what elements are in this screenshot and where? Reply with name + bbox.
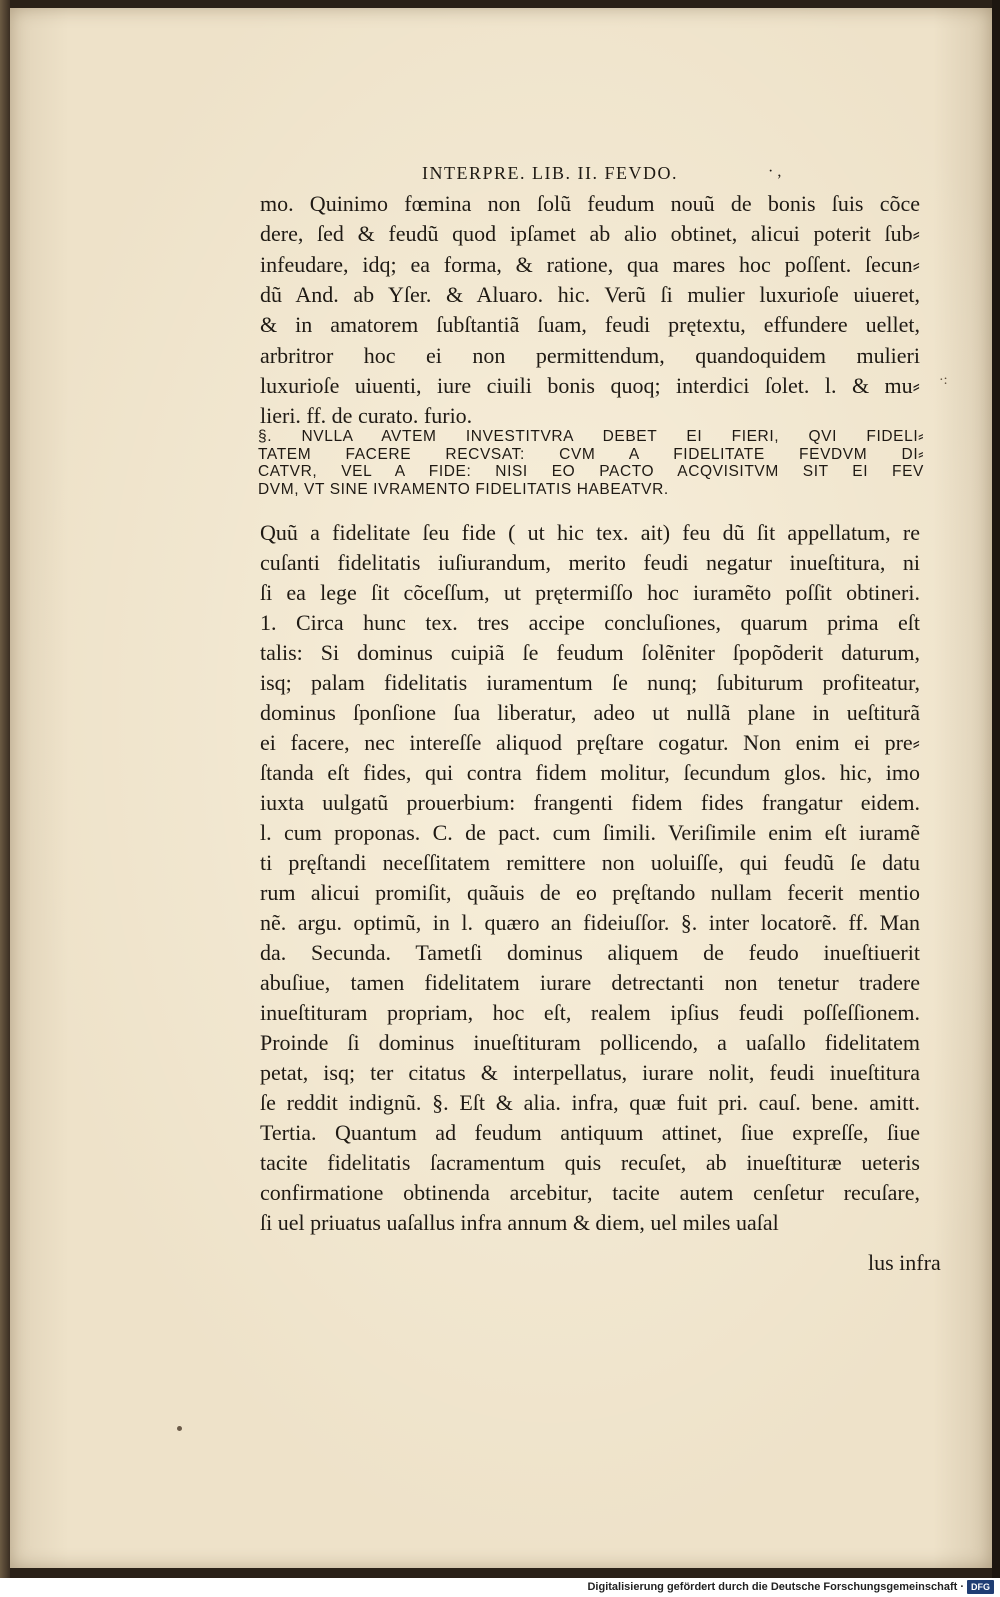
text-line: Proinde ſi dominus inueſtituram pollicendo, a uaſallo fidelitatem: [260, 1030, 920, 1055]
text-line: luxurioſe uiuenti, iure ciuili bonis quoq; interdici ſolet. l. & mu⸗: [260, 372, 920, 398]
text-line: Quũ a fidelitate ſeu fide ( ut hic tex. ait) feu dũ ſit appellatum, re: [260, 520, 920, 545]
text-line: ti pręſtandi neceſſitatem remittere non uoluiſſe, qui feudũ ſe datu: [260, 850, 920, 875]
catchword: lus infra: [868, 1250, 941, 1275]
dfg-logo-text: DFG: [971, 1582, 990, 1592]
funding-credit: Digitalisierung gefördert durch die Deutsche Forschungsgemeinschaft ·: [587, 1581, 964, 1593]
text-line: ſtanda eſt fides, qui contra fidem molitur, ſecundum glos. hic, imo: [260, 760, 920, 785]
text-line: da. Secunda. Tametſi dominus aliquem de feudo inueſtiuerit: [260, 940, 920, 965]
dfg-logo: [967, 1580, 994, 1594]
text-line: abuſiue, tamen fidelitatem iurare detrectanti non tenetur tradere: [260, 970, 920, 995]
running-head: INTERPRE. LIB. II. FEVDO.: [422, 163, 678, 183]
folio-mark: · ,: [768, 163, 782, 180]
text-line: inueſtituram propriam, hoc eſt, realem ipſius feudi poſſeſſionem.: [260, 1000, 920, 1025]
text-line: cuſanti fidelitatis iuſiurandum, merito feudi negatur inueſtitura, ni: [260, 550, 920, 575]
text-line: talis: Si dominus cuipiã ſe feudum ſolẽniter ſpopõderit daturum,: [260, 640, 920, 665]
text-line: tacite fidelitatis ſacramentum quis recuſet, ab inueſtituræ ueteris: [260, 1150, 920, 1175]
text-line: dere, ſed & feudũ quod ipſamet ab alio obtinet, alicui poterit ſub⸗: [260, 221, 920, 247]
right-page-edge: [992, 0, 1000, 1578]
text-line: ſi ea lege ſit cõceſſum, ut prętermiſſo hoc iuramẽto poſſit obtineri.: [260, 580, 920, 605]
rubric-line: CATVR, VEL A FIDE: NISI EO PACTO ACQVISITVM SIT EI FEV: [258, 463, 924, 480]
book-spine-edge: [0, 0, 10, 1578]
paper-speck: [177, 1426, 182, 1431]
rubric-line: §. NVLLA AVTEM INVESTITVRA DEBET EI FIERI, QVI FIDELI⸗: [258, 428, 924, 445]
text-line: mo. Quinimo fœmina non ſolũ feudum nouũ de bonis ſuis cõce: [260, 191, 920, 216]
text-line: petat, isq; ter citatus & interpellatus, iurare nolit, feudi inueſtitura: [260, 1060, 920, 1085]
text-line: nẽ. argu. optimũ, in l. quæro an fideiuſſor. §. inter locatorẽ. ff. Man: [260, 910, 920, 935]
text-line: ei facere, nec intereſſe aliquod pręſtare cogatur. Non enim ei pre⸗: [260, 730, 920, 755]
text-line: ſi uel priuatus uaſallus infra annum & diem, uel miles uaſal: [260, 1210, 779, 1235]
text-line: arbritror hoc ei non permittendum, quandoquidem mulieri: [260, 342, 920, 368]
text-line: 1. Circa hunc tex. tres accipe concluſiones, quarum prima eſt: [260, 610, 920, 635]
text-line: ſe reddit indignũ. §. Eſt & alia. infra, quæ fuit pri. cauſ. bene. amitt.: [260, 1090, 920, 1115]
rubric-line: DVM, VT SINE IVRAMENTO FIDELITATIS HABEATVR.: [258, 480, 669, 498]
rubric-line: TATEM FACERE RECVSAT: CVM A FIDELITATE FEVDVM DI⸗: [258, 445, 924, 463]
text-line: isq; palam fidelitatis iuramentum ſe nunq; ſubiturum profiteatur,: [260, 670, 920, 695]
text-line: infeudare, idq; ea forma, & ratione, qua mares hoc poſſent. ſecun⸗: [260, 251, 920, 277]
text-line: dominus ſponſione ſua liberatur, adeo ut nullã plane in ueſtiturã: [260, 700, 920, 725]
text-line: lieri. ff. de curato. furio.: [260, 403, 473, 429]
text-line: confirmatione obtinenda arcebitur, tacite autem cenſetur recuſare,: [260, 1180, 920, 1205]
text-line: & in amatorem ſubſtantiã ſuam, feudi prętextu, effundere uellet,: [260, 312, 920, 338]
text-line: l. cum proponas. C. de pact. cum ſimili. Veriſimile enim eſt iuramẽ: [260, 820, 920, 845]
text-line: dũ And. ab Yſer. & Aluaro. hic. Verũ ſi mulier luxurioſe uiueret,: [260, 281, 920, 307]
text-line: iuxta uulgatũ prouerbium: frangenti fidem fides frangatur eidem.: [260, 790, 920, 815]
text-line: rum alicui promiſit, quãuis de eo pręſtando nullam fecerit mentio: [260, 880, 920, 905]
margin-mark: ·:: [939, 373, 948, 388]
text-line: Tertia. Quantum ad feudum antiquum attinet, ſiue expreſſe, ſiue: [260, 1120, 920, 1145]
